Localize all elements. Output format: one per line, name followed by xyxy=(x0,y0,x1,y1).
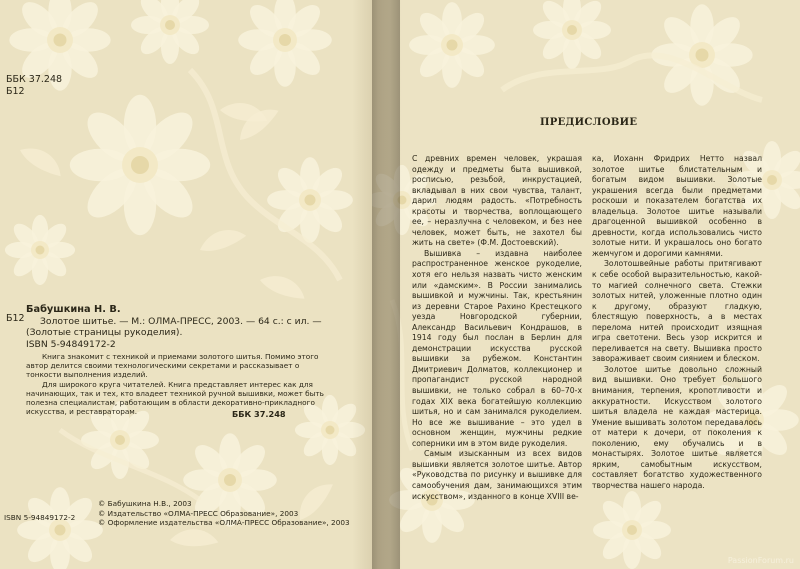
left-page xyxy=(0,0,398,569)
preface-title: ПРЕДИСЛОВИЕ xyxy=(540,117,638,128)
annotation xyxy=(26,352,326,416)
annotation-paragraph: Книга знакомит с техникой и приемами золотого шитья. Помимо этого автор делится своими технологическими секретами и рассказывает о тонкости выполнения изделий. xyxy=(26,352,319,380)
watermark: PassionForum.ru xyxy=(727,556,794,565)
paragraph: ка, Иоханн Фридрих Нетто назвал золотое шитье блистательным и богатым видом вышивки. Золотые украшения всегда были предметами роскоши и показателем богатства их владельца. Золотое шитье называли драгоценной вышивкой особенно в древности, когда использовались чисто золотые нити. И украшалось оно богато жемчугом и дорогими камнями. xyxy=(592,154,762,258)
biblio-index: Б12 xyxy=(6,313,25,324)
paragraph: Золотошвейные работы притягивают к себе особой выразительностью, какой-то магией солнечного света. Стежки золотых нитей, уложенные плотно один к другому, образуют гладкую, блестящую поверхность, а в местах перелома нитей происходит изящная игра светотени. Весь узор искрится и переливается на свету. Вышивка просто завораживает своим сиянием и блеском. xyxy=(592,259,762,364)
bbk-header xyxy=(6,74,62,98)
bbk-code: ББК 37.248 xyxy=(6,74,63,85)
index-code: Б12 xyxy=(6,86,25,97)
paragraph: С древних времен человек, украшая одежду и предметы быта вышивкой, росписью, резьбой, инкрустацией, вкладывал в них свои чувства, талант, дарил людям радость. «Потребность красоты и творчества, воплощающего ее, – неразлучна с человеком, и без нее человек, может быть, не захотел бы жить на свете» (Ф.М. Достоевский). xyxy=(412,154,582,248)
paragraph: Вышивка – издавна наиболее распространенное женское рукоделие, хотя его нельзя назвать чисто женским или «дамским». В России занимались вышивкой и мужчины. Так, крестьянин из деревни Старое Рахино Крестецкого уезда Новгородской губернии, Александр Васильевич Кондрашов, в 1914 году был послан в Берлин для демонстрации искусства русской вышивки за рубежом. Константин Дмитриевич Долматов, коллекционер и пропагандист русской народной вышивки, не только собрал в 60–70-х годах XIX века богатейшую коллекцию шитья, но и сам занимался рукоделием. Но все же вышивание – это удел в основном женщин, мужчины редкие соперники им в этом виде рукоделия. xyxy=(412,248,582,448)
biblio-line: ISBN 5-94849172-2 xyxy=(26,338,116,350)
right-page xyxy=(372,0,800,569)
copyright-line: © Издательство «ОЛМА-ПРЕСС Образование», 2003 xyxy=(98,508,299,518)
text-column-1 xyxy=(412,154,582,502)
bbk-code-bottom: ББК 37.248 xyxy=(232,409,286,419)
copyright-line: © Бабушкина Н.В., 2003 xyxy=(98,499,192,508)
annotation-paragraph: Для широкого круга читателей. Книга представляет интерес как для начинающих, так и тех, кто владеет техникой ручной вышивки, может быть полезна специалистам, работающим в области декоративно-прикладного искусства, и реставраторам. xyxy=(26,379,324,417)
biblio-line: (Золотые страницы рукоделия). xyxy=(26,327,183,338)
bibliographic-record xyxy=(26,304,326,350)
copyright-line: © Оформление издательства «ОЛМА-ПРЕСС Образование», 2003 xyxy=(98,518,350,528)
biblio-line: Золотое шитье. — М.: ОЛМА-ПРЕСС, 2003. — 64 с.: с ил. — xyxy=(40,315,322,327)
text-column-2 xyxy=(592,154,762,492)
author-name: Бабушкина Н. В. xyxy=(26,304,121,315)
paragraph: Самым изысканным из всех видов вышивки является золотое шитье. Автор «Руководства по рисунку и вышивке для самообучения дам, занимающихся этим искусством», изданного в конце XVIII ве- xyxy=(412,449,582,501)
paragraph: Золотое шитье довольно сложный вид вышивки. Оно требует большого внимания, терпения, кропотливости и аккуратности. Искусством золотого шитья владела не каждая мастерица. Умение вышивать золотом передавалось от матери к дочери, от поколения к поколению, ему обучались и в монастырях. Золотое шитье является ярким, самобытным искусством, составляет богатство художественного творчества нашего народа. xyxy=(592,364,762,490)
book-gutter-shadow xyxy=(372,0,402,569)
copyright-block xyxy=(98,499,350,528)
isbn: ISBN 5-94849172-2 xyxy=(4,513,76,522)
